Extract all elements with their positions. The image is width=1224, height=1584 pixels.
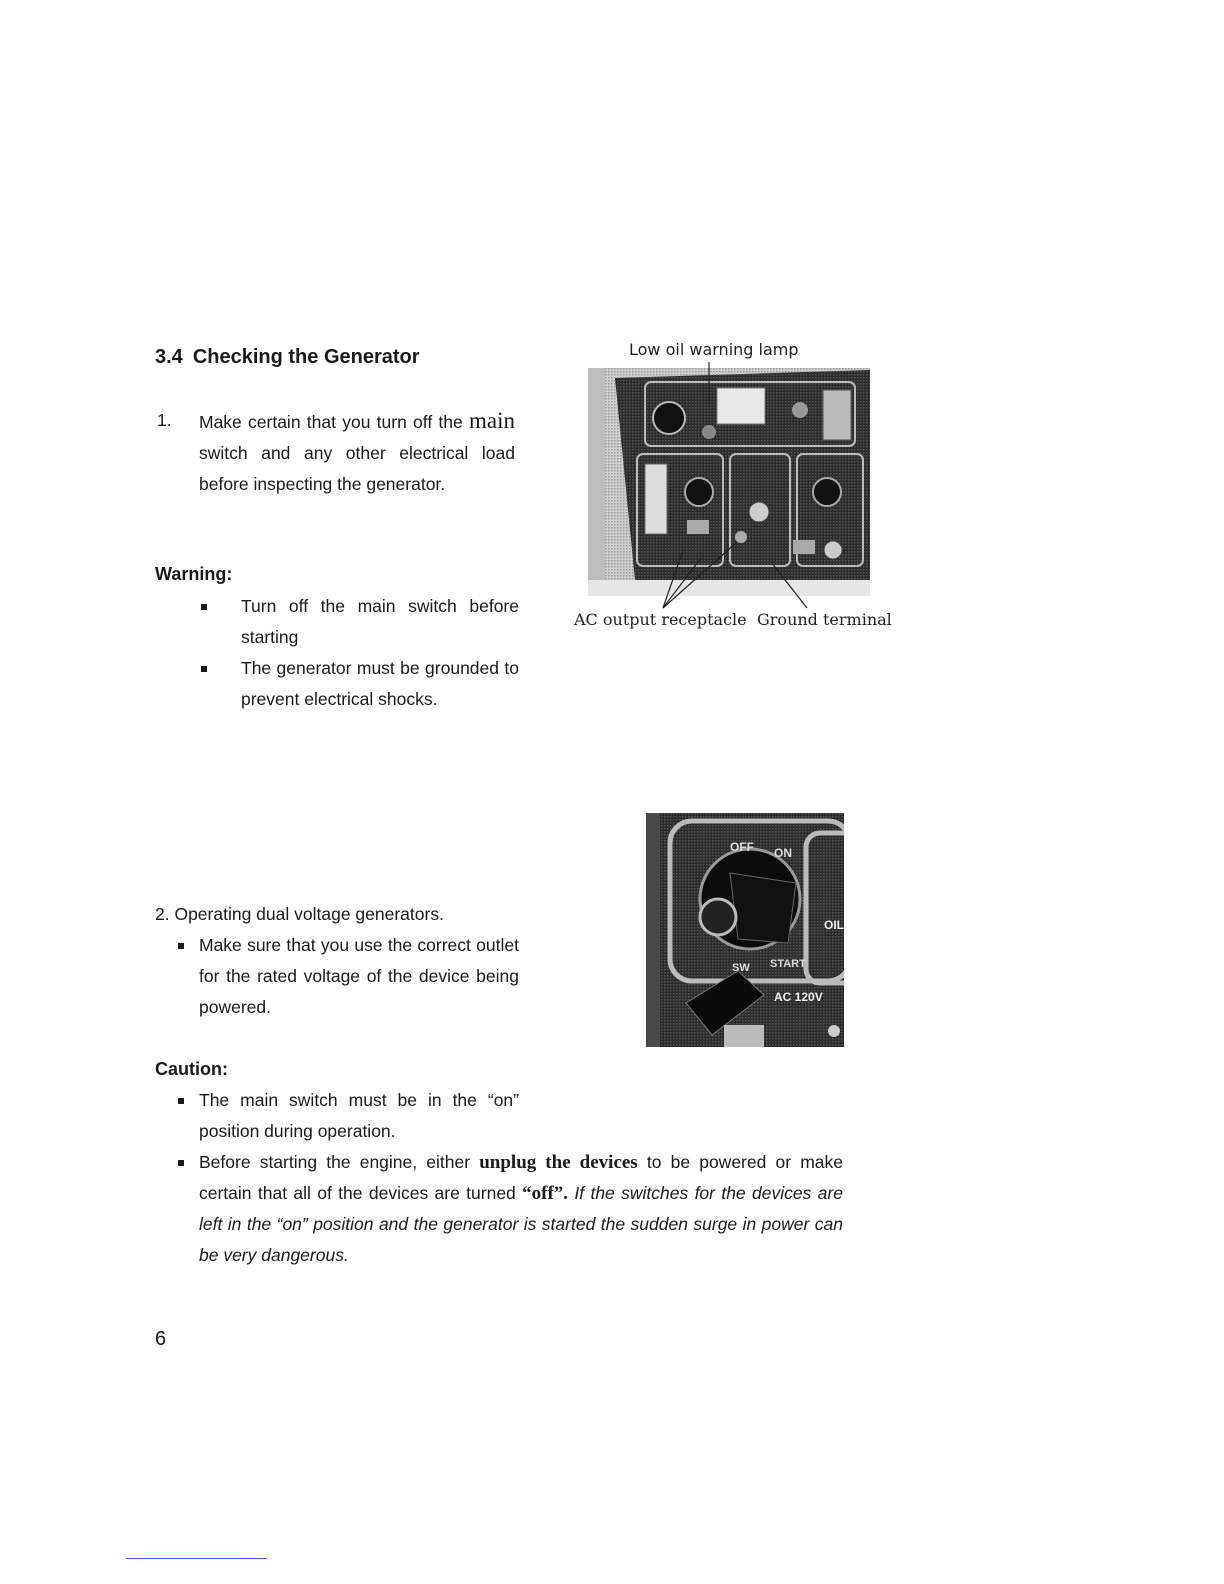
step2-item — [175, 930, 519, 1023]
warning-list — [199, 591, 519, 715]
switch-start-text: START — [770, 958, 806, 970]
caution-item — [175, 1147, 843, 1271]
main-switch-photo — [646, 813, 844, 1047]
section-heading — [155, 346, 420, 369]
section-title: Checking the Generator — [192, 346, 420, 368]
warning-item — [199, 653, 519, 715]
caution-item-text: The main switch must be in the “on” position during operation. — [199, 1090, 519, 1141]
section-number: 3.4 — [155, 346, 183, 368]
bullet-icon — [201, 604, 207, 610]
switch-off-text: OFF — [730, 840, 754, 854]
caution-label: Caution: — [155, 1059, 228, 1079]
warning-label: Warning: — [155, 564, 233, 584]
figure1-label-top: Low oil warning lamp — [629, 340, 799, 359]
control-panel-photo — [575, 362, 895, 612]
caution-item2-text-b: to be powered or make certain that all of the devices are turned — [199, 1152, 843, 1203]
step2-list — [175, 930, 519, 1023]
caution-list — [175, 1085, 843, 1271]
bullet-icon — [178, 1160, 184, 1166]
switch-ac-text: AC 120V — [774, 990, 823, 1004]
figure1-label-left: AC output receptacle — [574, 610, 747, 629]
bullet-icon — [178, 1098, 184, 1104]
step1-main-word: main — [468, 408, 515, 433]
step2-heading: 2. Operating dual voltage generators. — [155, 904, 444, 924]
step1-text — [199, 405, 515, 500]
footer-rule — [126, 1558, 267, 1559]
switch-on-text: ON — [774, 846, 792, 860]
step1-text-b: switch and any other electrical load before inspecting the generator. — [199, 443, 515, 494]
caution-item — [175, 1085, 519, 1147]
caution-item2-bold-a: unplug the devices — [479, 1152, 638, 1173]
bullet-icon — [178, 943, 184, 949]
bullet-icon — [201, 666, 207, 672]
switch-oil-text: OIL — [824, 918, 844, 932]
warning-item — [199, 591, 519, 653]
switch-sw-text: SW — [732, 962, 750, 974]
step1-text-a: Make certain that you turn off the — [199, 412, 463, 432]
page-number: 6 — [155, 1328, 167, 1350]
warning-item-text: Turn off the main switch before starting — [241, 596, 519, 647]
step2-item-text: Make sure that you use the correct outlet for the rated voltage of the device being powered. — [199, 935, 519, 1017]
warning-item-text: The generator must be grounded to prevent electrical shocks. — [241, 658, 519, 709]
caution-item2-bold-b: “off”. — [522, 1183, 569, 1204]
caution-item2-text-a: Before starting the engine, either — [199, 1152, 471, 1172]
caution-item2-italic: If the switches for the devices are left in the “on” position and the generator is started the sudden surge in power can be very dangerous. — [199, 1183, 843, 1265]
step1-number: 1. — [157, 410, 172, 430]
figure1-label-right: Ground terminal — [757, 610, 892, 629]
